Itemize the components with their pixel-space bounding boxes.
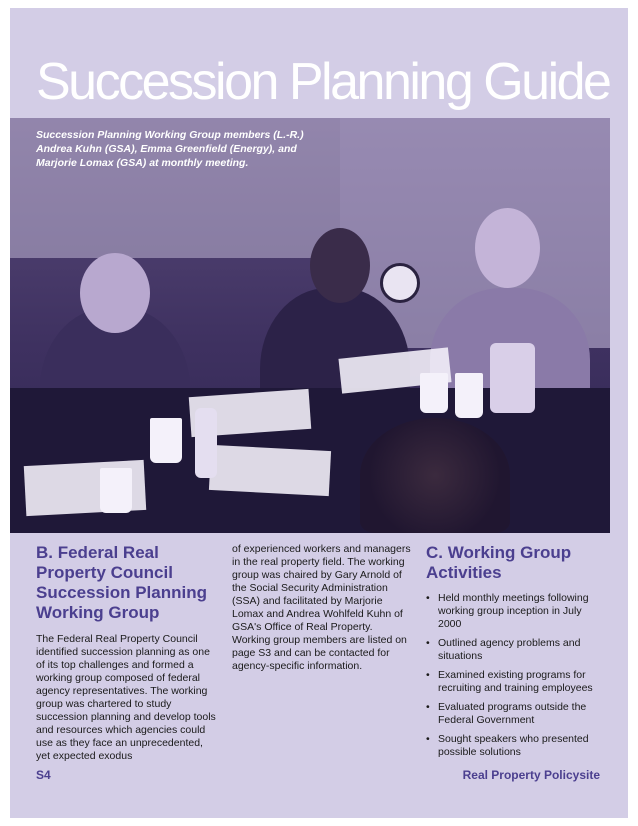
list-item: • Examined existing programs for recruiting and training employees [426,669,602,695]
page-title: Succession Planning Guide [36,53,610,111]
section-b-body-continued: of experienced workers and managers in the real property field. The working group was chaired by Gary Arnold of the Social Security Administration (SSA) and facilitated by Marjorie Lomax and Andrea Wohlfeld Kuhn of GSA's Office of Real Property. Working group members are listed on page S3 and can be contacted for agency-specific information. [232,543,411,672]
cup-icon [420,373,448,413]
photo-caption: Succession Planning Working Group members (L.-R.) Andrea Kuhn (GSA), Emma Greenfield (Energy), and Marjorie Lomax (GSA) at monthly meeting. [36,129,304,169]
page-number: S4 [36,768,51,782]
cup-icon [455,373,483,418]
activities-list [426,592,602,759]
cup-icon [150,418,182,463]
section-b-body: The Federal Real Property Council identified succession planning as one of its top challenges and formed a working group composed of federal agency representatives. The working group was chartered to study succession planning and develop tools and resources which agencies could use as they face an unprecedented, yet expected exodus [36,633,216,762]
water-bottle-icon [195,408,217,478]
list-item: • Evaluated programs outside the Federal Government [426,701,602,727]
column-2 [232,543,412,673]
column-3 [426,543,602,765]
list-item: • Held monthly meetings following working group inception in July 2000 [426,592,602,631]
clock-icon [380,263,420,303]
publication-name: Real Property Policysite [462,768,600,782]
section-b-heading: B. Federal Real Property Council Succession Planning Working Group [36,543,207,622]
list-item: • Sought speakers who presented possible solutions [426,733,602,759]
page [10,8,628,818]
section-c-heading: C. Working Group Activities [426,543,572,582]
paper-stack [209,445,331,496]
meeting-photo [10,118,610,533]
list-item: • Outlined agency problems and situations [426,637,602,663]
cup-icon [100,468,132,513]
person-center-head [310,228,370,303]
pitcher-icon [490,343,535,413]
person-right-head [475,208,540,288]
column-1 [36,543,216,763]
person-left-head [80,253,150,333]
flower-centerpiece [360,418,510,533]
